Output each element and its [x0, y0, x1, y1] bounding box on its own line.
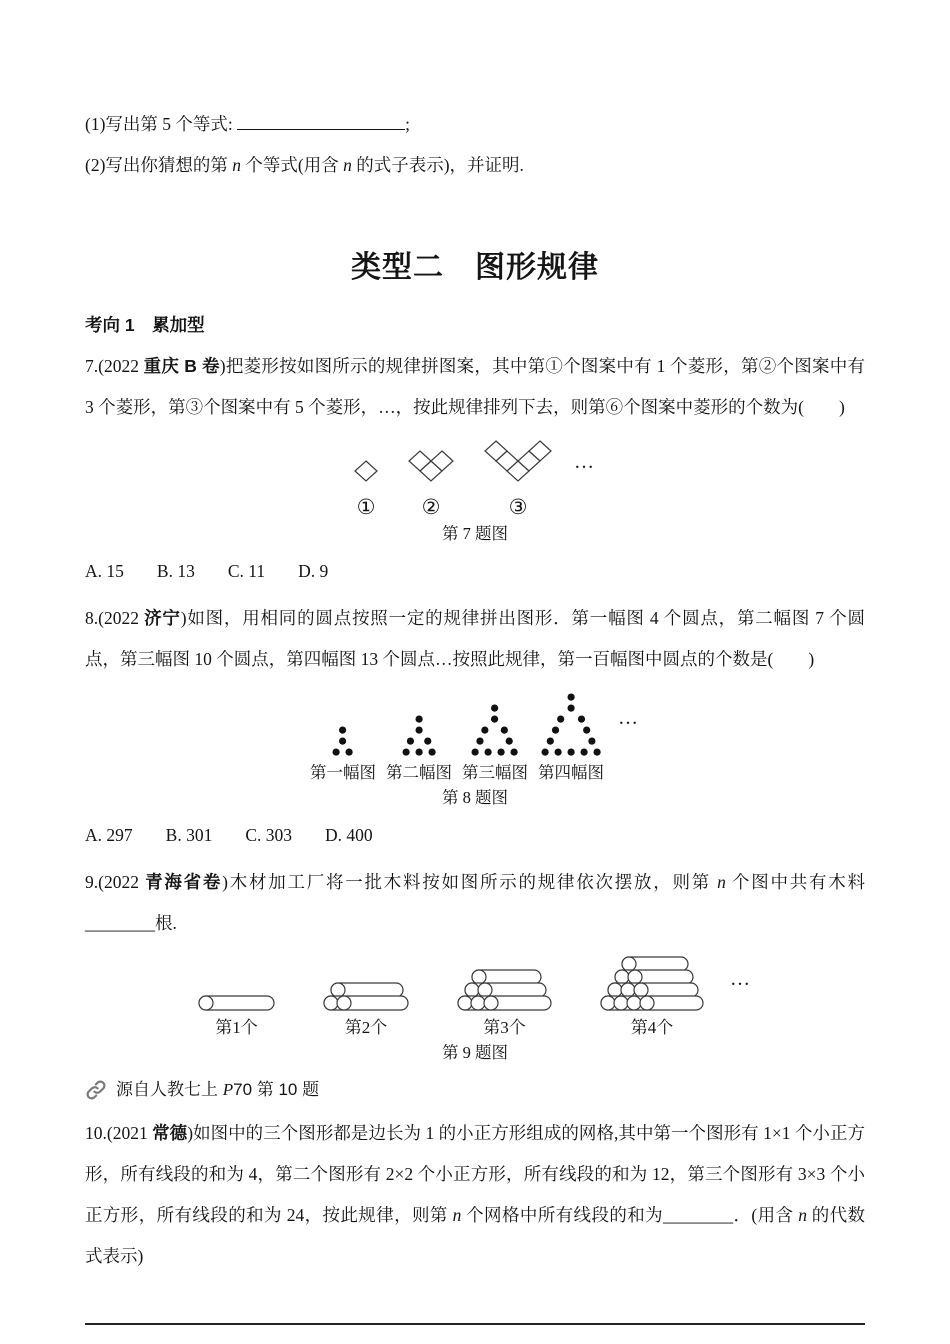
intro-line-1-suffix: ;	[405, 114, 411, 134]
answer-blank	[237, 111, 405, 130]
question-10-text: 10.(2021 常德)如图中的三个图形都是边长为 1 的小正方形组成的网格,其中第一个图形有 1×1 个小正方形，所有线段的和为 4，第二个图形有 2×2 个小正方形，所有线段的和为 12，第三个图形有 3×3 个小正方形，所有线段的和为 24，按此规律，则第 n 个网格中所有线段的和为________．(用含 n 的代数式表示)	[85, 1123, 866, 1267]
figure-label: 第二幅图	[386, 763, 452, 783]
figure-label: 第4个	[630, 1018, 674, 1038]
pattern-figure	[386, 714, 452, 782]
question-7-text: 7.(2022 重庆 B 卷)把菱形按如图所示的规律拼图案，其中第①个图案中有 1 个菱形，第②个图案中有 3 个菱形，第③个图案中有 5 个菱形，…，按此规律排列下去，则第⑥个图案中菱形的个数为( )	[85, 356, 865, 417]
pattern-figure	[310, 725, 376, 782]
figure-label: 第3个	[483, 1018, 526, 1038]
question-8-text: 8.(2022 济宁)如图，用相同的圆点按照一定的规律拼出图形．第一幅图 4 个圆点，第二幅图 7 个圆点，第三幅图 10 个圆点，第四幅图 13 个圆点…按照此规律，第一百幅图中圆点的个数是( )	[85, 608, 866, 669]
choice-a: A. 15	[85, 561, 124, 581]
choice-d: D. 400	[325, 825, 373, 846]
choice-b: B. 301	[165, 825, 213, 846]
pattern-figure	[457, 969, 552, 1037]
figure-label: ①	[356, 495, 376, 519]
section-title: 类型二 图形规律	[351, 251, 599, 284]
choice-d: D. 9	[298, 561, 329, 581]
question-8-figure-caption: 第 8 题图	[442, 788, 508, 808]
pattern-figure	[600, 956, 704, 1037]
pattern-figure	[462, 703, 528, 782]
choice-b: B. 13	[156, 561, 195, 581]
subsection-heading: 考向 1 累加型	[85, 315, 205, 335]
pattern-figure	[354, 460, 378, 518]
question-8-choices	[85, 818, 865, 852]
ellipsis: …	[618, 707, 640, 730]
page-divider	[85, 1323, 865, 1325]
ellipsis: …	[730, 968, 752, 991]
figure-label: 第一幅图	[310, 763, 376, 783]
question-7-figure	[85, 440, 865, 518]
question-8-figure	[85, 692, 865, 782]
figure-label: ②	[421, 495, 441, 519]
source-reference-text: 源自人教七上 P70 第 10 题	[116, 1080, 320, 1100]
pattern-figure	[323, 982, 409, 1037]
pattern-figure	[484, 440, 552, 518]
choice-c: C. 11	[227, 561, 266, 581]
pattern-figure	[538, 692, 604, 782]
figure-label: 第1个	[215, 1018, 258, 1038]
choice-a: A. 297	[85, 825, 133, 846]
intro-line-1-text: (1)写出第 5 个等式:	[85, 114, 238, 134]
source-reference	[85, 1075, 865, 1105]
pattern-figure	[408, 450, 454, 518]
choice-c: C. 303	[245, 825, 293, 846]
question-7-figure-caption: 第 7 题图	[442, 524, 508, 543]
intro-line-1	[85, 104, 865, 145]
intro-line-2: (2)写出你猜想的第 n 个等式(用含 n 的式子表示)，并证明.	[85, 155, 524, 175]
question-7-choices	[85, 554, 865, 588]
question-9-figure	[85, 956, 865, 1037]
figure-label: ③	[508, 495, 528, 519]
figure-label: 第三幅图	[462, 763, 528, 783]
figure-label: 第四幅图	[538, 763, 604, 783]
question-9-text: 9.(2022 青海省卷)木材加工厂将一批木料按如图所示的规律依次摆放，则第 n 个图中共有木料________根.	[85, 872, 866, 934]
question-9-figure-caption: 第 9 题图	[442, 1043, 508, 1063]
link-icon	[85, 1079, 107, 1101]
ellipsis: …	[574, 451, 596, 473]
figure-label: 第2个	[344, 1018, 388, 1038]
pattern-figure	[198, 995, 275, 1037]
